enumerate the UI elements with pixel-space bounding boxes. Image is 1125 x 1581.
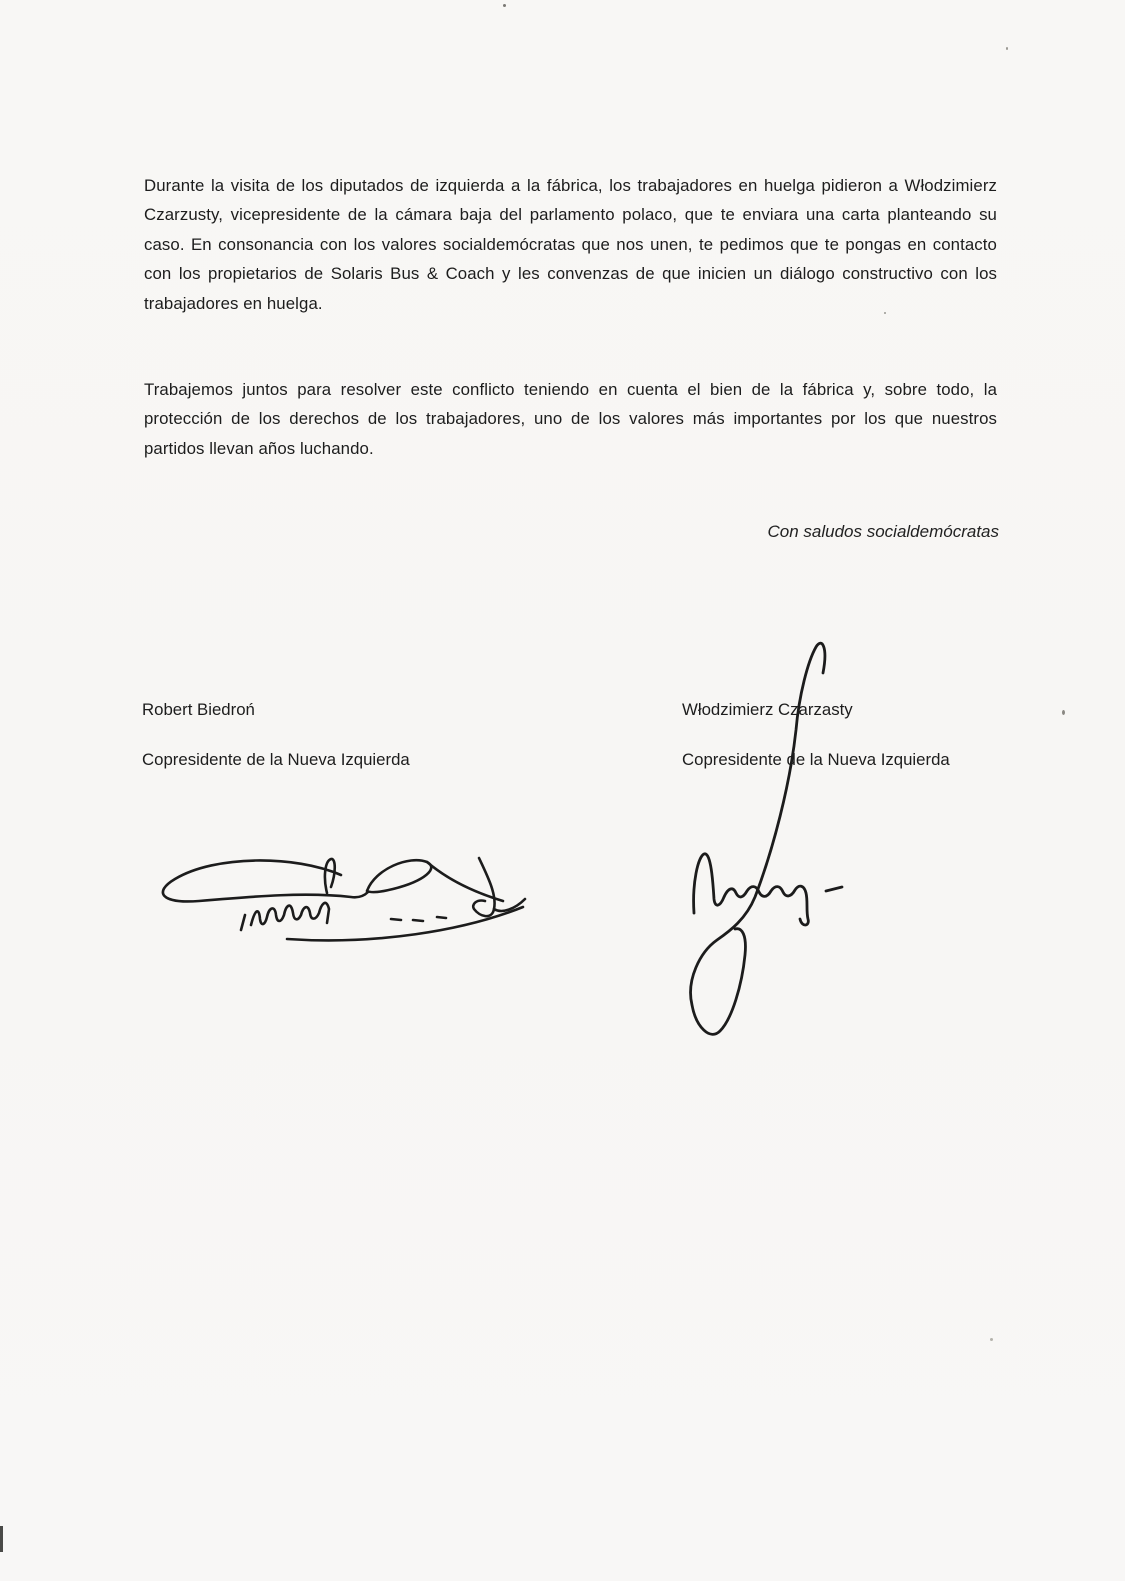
letter-paragraph-2: Trabajemos juntos para resolver este conflicto teniendo en cuenta el bien de la fábrica y, sobre todo, la protección de los derechos de los trabajadores, uno de los valores más importantes por los que nuestros partidos llevan años luchando. [144,380,997,458]
signatory-block-left [142,700,410,770]
scan-speck [990,1338,993,1341]
scan-speck [503,4,506,7]
scan-edge-artifact [0,1526,3,1552]
signatory-title-right: Copresidente de la Nueva Izquierda [682,750,950,769]
scan-speck [1062,710,1065,715]
robert-biedron-signature-image [145,835,545,945]
signatory-name-left: Robert Biedroń [142,700,255,719]
scan-speck [1006,47,1008,50]
letter-paragraph-1: Durante la visita de los diputados de izquierda a la fábrica, los trabajadores en huelga pidieron a Włodzimierz Czarzusty, vicepresidente de la cámara baja del parlamento polaco, que te enviara una carta planteando su caso. En consonancia con los valores socialdemócratas que nos unen, te pedimos que te pongas en contacto con los propietarios de Solaris Bus & Coach y les convenzas de que inicien un diálogo constructivo con los trabajadores en huelga. [144,176,997,313]
wlodzimierz-czarzasty-signature-image [670,635,870,1045]
signatory-block-right [682,700,950,770]
closing-salutation: Con saludos socialdemócratas [767,522,999,541]
signatory-name-right: Włodzimierz Czarzasty [682,700,853,719]
scan-speck [884,312,886,314]
signatory-title-left: Copresidente de la Nueva Izquierda [142,750,410,769]
